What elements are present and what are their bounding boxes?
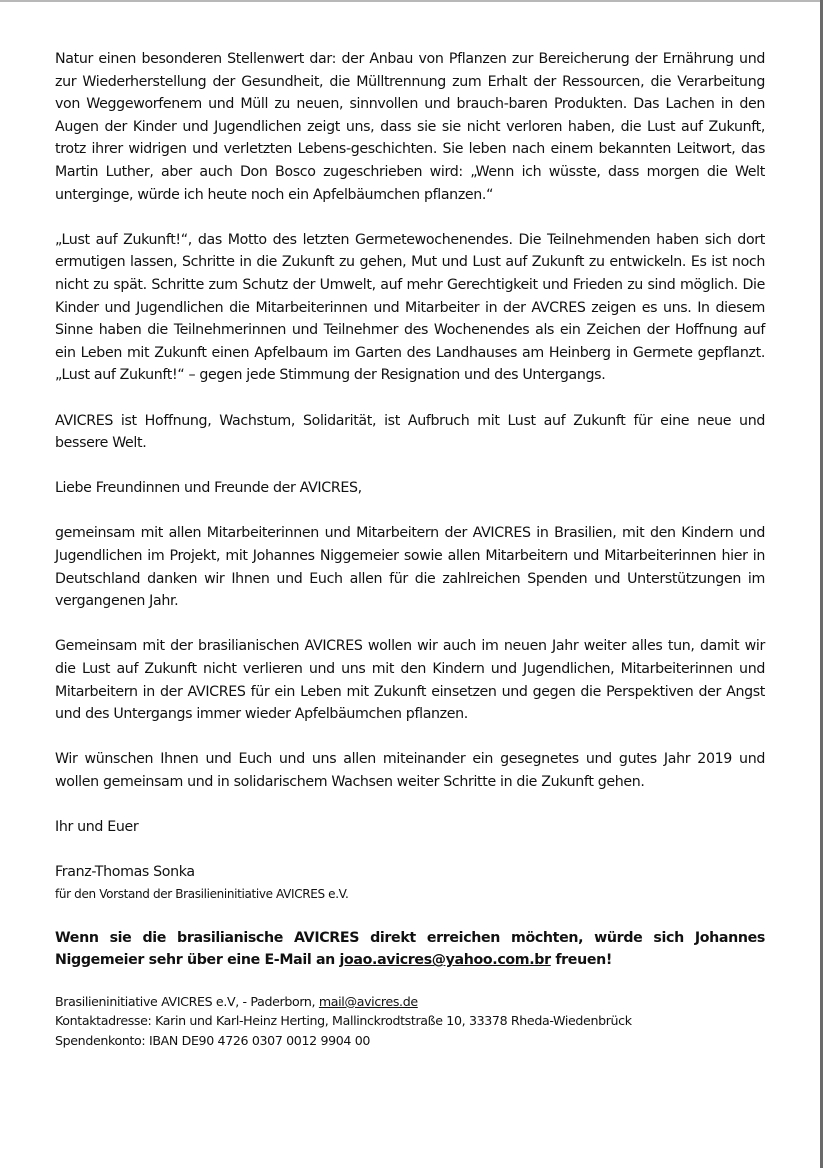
letter-page [55, 48, 765, 1050]
paragraph-nature: Natur einen besonderen Stellenwert dar: der Anbau von Pflanzen zur Bereicherung der Ernährung und zur Wiederherstellung der Gesundheit, die Mülltrennung zum Erhalt der Ressourcen, die Verarbeitung von Weggeworfenem und Müll zu neuen, sinnvollen und brauch-baren Produkten. Das Lachen in den Augen der Kinder und Jugendlichen zeigt uns, dass sie sie nicht verloren haben, die Lust auf Zukunft, trotz ihrer widrigen und verletzten Lebens-geschichten. Sie leben nach einem bekannten Leitwort, das Martin Luther, aber auch Don Bosco zugeschrieben wird: „Wenn ich wüsste, dass morgen die Welt unterginge, würde ich heute noch ein Apfelbäumchen pflanzen.“ [55, 51, 765, 203]
contact-note-end: freuen! [550, 952, 612, 969]
footer-org-line [55, 992, 765, 1012]
contact-email-link[interactable]: joao.avicres@yahoo.com.br [339, 952, 551, 969]
footer-bank-line: Spendenkonto: IBAN DE90 4726 0307 0012 9904 00 [55, 1032, 371, 1048]
paragraph-together: Gemeinsam mit der brasilianischen AVICRES wollen wir auch im neuen Jahr weiter alles tun, damit wir die Lust auf Zukunft nicht verlieren und uns mit den Kindern und Jugendlichen, Mitarbeiterinnen und Mitarbeitern in der AVICRES für ein Leben mit Zukunft einsetzen und gegen die Perspektiven der Angst und des Untergangs immer wieder Apfelbäumchen pflanzen. [55, 638, 765, 723]
contact-note [55, 927, 765, 972]
salutation: Liebe Freundinnen und Freunde der AVICRES, [55, 480, 362, 497]
closing: Ihr und Euer [55, 819, 139, 836]
page-right-edge [820, 0, 823, 1168]
paragraph-hope: AVICRES ist Hoffnung, Wachstum, Solidarität, ist Aufbruch mit Lust auf Zukunft für eine neue und bessere Welt. [55, 412, 765, 452]
paragraph-wishes: Wir wünschen Ihnen und Euch und uns allen miteinander ein gesegnetes und gutes Jahr 2019 und wollen gemeinsam und in solidarischem Wachsen weiter Schritte in die Zukunft gehen. [55, 751, 765, 790]
paragraph-thanks: gemeinsam mit allen Mitarbeiterinnen und Mitarbeitern der AVICRES in Brasilien, mit den Kindern und Jugendlichen im Projekt, mit Johannes Niggemeier sowie allen Mitarbeitern und Mitarbeiterinnen hier in Deutschland danken wir Ihnen und Euch allen für die zahlreichen Spenden und Unterstützungen im vergangenen Jahr. [55, 525, 765, 610]
footer-contact-line: Kontaktadresse: Karin und Karl-Heinz Herting, Mallinckrodtstraße 10, 33378 Rheda-Wiedenbrück [55, 1013, 632, 1029]
signature-role: für den Vorstand der Brasilieninitiative AVICRES e.V. [55, 886, 349, 901]
footer-org-text: Brasilieninitiative AVICRES e.V, - Paderborn, [55, 993, 319, 1009]
contact-note-text: Wenn sie die brasilianische AVICRES direkt erreichen möchten, würde sich Johannes Niggemeier sehr über eine E-Mail an [55, 929, 765, 969]
paragraph-motto: „Lust auf Zukunft!“, das Motto des letzten Germetewochenendes. Die Teilnehmenden haben sich dort ermutigen lassen, Schritte in die Zukunft zu gehen, Mut und Lust auf Zukunft zu entwickeln. Es ist noch nicht zu spät. Schritte zum Schutz der Umwelt, auf mehr Gerechtigkeit und Frieden zu sind möglich. Die Kinder und Jugendlichen die Mitarbeiterinnen und Mitarbeiter in der AVCRES zeigen es uns. In diesem Sinne haben die Teilnehmerinnen und Teilnehmer des Wochenendes als ein Zeichen der Hoffnung auf ein Leben mit Zukunft einen Apfelbaum im Garten des Landhauses am Heinberg in Germete gepflanzt. „Lust auf Zukunft!“ – gegen jede Stimmung der Resignation und des Untergangs. [55, 231, 765, 384]
footer-email-link[interactable]: mail@avicres.de [318, 993, 418, 1009]
footer [55, 992, 765, 1051]
page-top-edge [0, 0, 822, 2]
signature-name: Franz-Thomas Sonka [55, 864, 195, 881]
